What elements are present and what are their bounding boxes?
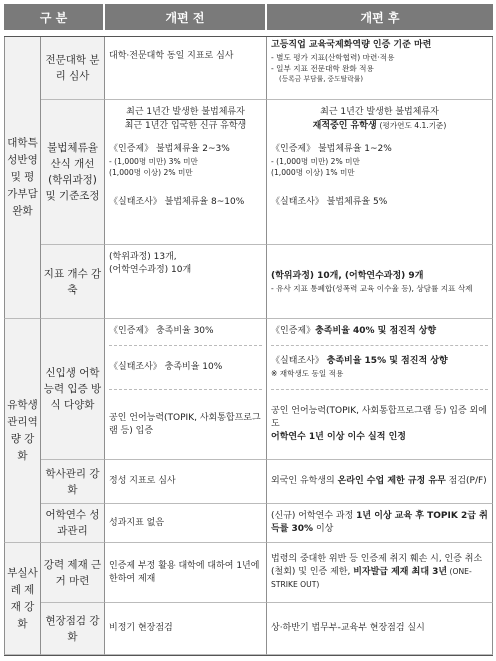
row-label [41, 460, 105, 504]
row-before [105, 543, 267, 603]
group-label-evaluation [4, 37, 41, 319]
formula-numerator: 최근 1년간 발생한 불법체류자 [320, 106, 439, 120]
after-lang [271, 389, 488, 459]
header-before: 개편 전 [105, 4, 265, 30]
after-emphasis: 충족비율 15% 및 점진적 상향 [326, 356, 448, 367]
row-after [267, 245, 493, 319]
after-text: 《인증제》 [271, 326, 316, 337]
after-title: (학위과정) 10개, (어학연수과정) 9개 [271, 270, 424, 281]
before-text: 대학·전문대학 동일 지표로 심사 [109, 51, 234, 61]
header-category: 구 분 [4, 4, 103, 30]
after-text-line [271, 553, 488, 592]
after-survey [271, 345, 488, 389]
after-bullet: (등록금 부담률, 중도탈락률) [279, 75, 364, 83]
row-before [105, 37, 267, 100]
before-cert: 《인증제》 충족비율 30% [109, 326, 214, 337]
row-before [105, 100, 267, 245]
after-bullet: - 별도 평가 지표(산학협력) 마련·적용 [271, 53, 395, 62]
row-label-text: 불법체류율 산식 개선 (학위과정) 및 기준조정 [45, 142, 100, 202]
row-label-text: 신입생 어학 능력 입증 방식 다양화 [43, 367, 102, 411]
cert-sub: - (1,000명 미만) 3% 미만 [109, 157, 198, 166]
row-label [41, 543, 105, 603]
row-label-text: 지표 개수 감축 [43, 267, 102, 296]
row-after [267, 319, 493, 460]
before-formula [109, 104, 262, 135]
before-survey: 《실태조사》 불법체류율 8~10% [109, 197, 245, 207]
row-before [105, 504, 267, 543]
before-text: 인증제 부정 활용 대학에 대하여 1년에 한하여 제재 [109, 560, 260, 584]
after-text: 점검(P/F) [445, 476, 487, 486]
row-after [267, 460, 493, 504]
after-emphasis: 비자발급 제재 최대 3년 [353, 567, 448, 577]
after-text: 법령의 중대한 위반 등 인증제 취지 훼손 시, 인증 취소(철회) 및 인증 제한, [271, 554, 483, 577]
row-label [41, 100, 105, 245]
group-label-text: 대학특성반영 및 평가부담 완화 [7, 137, 38, 217]
after-text-line [271, 510, 488, 536]
after-text: 《실태조사》 [271, 356, 327, 367]
after-emphasis: 1년 이상 교육 후 TOPIK 2급 취득률 30% [271, 511, 488, 534]
header-after: 개편 후 [267, 4, 493, 30]
row-after [267, 603, 493, 655]
cert-sub: (1,000명 이상) 1% 미만 [271, 168, 355, 177]
after-cert [271, 141, 488, 180]
row-label-text: 학사관리 강화 [45, 467, 100, 496]
row-after [267, 100, 493, 245]
row-label [41, 37, 105, 100]
row-after [267, 504, 493, 543]
group-label-sanction [4, 543, 41, 655]
after-survey: 《실태조사》 불법체류율 5% [271, 197, 388, 207]
after-note: (ONE-STRIKE OUT) [271, 567, 472, 589]
row-label [41, 504, 105, 543]
before-text: 비정기 현장점검 [109, 623, 173, 633]
before-text: (학위과정) 13개, [109, 252, 177, 262]
row-label-text: 강력 제재 근거 마련 [43, 558, 102, 587]
before-text: (어학연수과정) 10개 [109, 265, 192, 275]
group-label-text: 부실사례 제재 강화 [7, 566, 38, 630]
after-text: (신규) 어학연수 과정 [271, 511, 357, 521]
before-lang: 공인 언어능력(TOPIK, 사회통합프로그램 등) 입증 [109, 389, 262, 459]
formula-note: (평가연도 4.1.기준) [379, 121, 447, 130]
before-text: 정성 지표로 심사 [109, 476, 176, 486]
after-bullet: - 일부 지표 전문대학 완화 적용 [271, 64, 374, 73]
cert-sub: (1,000명 이상) 2% 미만 [109, 168, 193, 177]
after-text: 이상 [313, 524, 334, 534]
row-before [105, 319, 267, 460]
row-label [41, 319, 105, 460]
formula-denominator: 재적중인 유학생 [312, 121, 377, 131]
before-survey: 《실태조사》 충족비율 10% [109, 345, 262, 389]
row-label [41, 245, 105, 319]
row-after [267, 543, 493, 603]
after-emphasis: 충족비율 40% 및 점진적 상향 [315, 326, 437, 337]
group-label-management [4, 319, 41, 543]
after-emphasis: 온라인 수업 제한 규정 유무 [337, 476, 446, 486]
after-bullet: - 유사 지표 통폐합(성폭력 교육 이수율 등), 상담률 지표 삭제 [271, 283, 473, 293]
after-text: 외국인 유학생의 [271, 476, 338, 486]
row-label-text: 현장점검 강화 [45, 614, 100, 643]
after-text: 상·하반기 법무부-교육부 현장점검 실시 [271, 623, 425, 633]
formula-numerator: 최근 1년간 발생한 불법체류자 [126, 106, 245, 120]
cert-sub: - (1,000명 미만) 2% 미만 [271, 157, 360, 166]
after-text: 공인 언어능력(TOPIK, 사회통합프로그램 등) 입증 외에도 [271, 406, 487, 429]
after-note: ※ 재학생도 동일 적용 [271, 369, 344, 379]
after-emphasis: 어학연수 1년 이상 이수 실적 인정 [271, 432, 406, 442]
formula-denominator: 최근 1년간 입국한 신규 유학생 [124, 121, 247, 131]
row-label [41, 603, 105, 655]
row-after [267, 37, 493, 100]
after-cert [271, 319, 488, 345]
row-before [105, 245, 267, 319]
row-before [105, 603, 267, 655]
after-formula [271, 104, 488, 135]
cert-text: 《인증제》 불법체류율 1~2% [271, 144, 392, 154]
row-label-text: 전문대학 분리 심사 [45, 54, 100, 82]
before-text: 성과지표 없음 [109, 517, 165, 528]
before-cert [109, 141, 262, 180]
row-label-text: 어학연수 성과관리 [45, 509, 100, 537]
after-title: 고등직업 교육국제화역량 인증 기준 마련 [271, 40, 432, 50]
table-bottom-rule [4, 655, 493, 656]
after-text-line [271, 475, 488, 488]
group-label-text: 유학생 관리역량 강화 [7, 398, 38, 462]
row-before [105, 460, 267, 504]
cert-text: 《인증제》 불법체류율 2~3% [109, 144, 230, 154]
